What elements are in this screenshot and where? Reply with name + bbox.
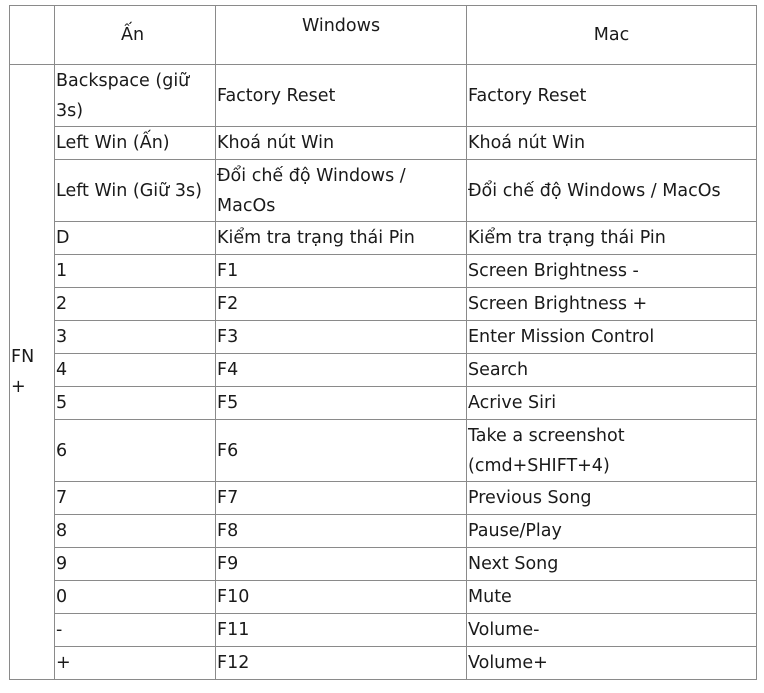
mac-cell: Kiểm tra trạng thái Pin [467,222,757,255]
windows-cell: F3 [216,321,467,354]
table-row [10,548,757,581]
fn-modifier-cell [10,65,55,680]
mac-cell: Take a screenshot (cmd+SHIFT+4) [467,420,757,482]
windows-cell: F1 [216,255,467,288]
table-row [10,647,757,680]
table-row [10,160,757,222]
key-cell: Backspace (giữ 3s) [55,65,216,127]
table-row [10,354,757,387]
windows-cell: Khoá nút Win [216,127,467,160]
table-row [10,420,757,482]
key-cell: 3 [55,321,216,354]
mac-cell: Volume+ [467,647,757,680]
windows-cell: F10 [216,581,467,614]
header-mac: Mac [467,6,757,65]
table-row [10,614,757,647]
windows-cell: F11 [216,614,467,647]
table-row [10,387,757,420]
key-cell: 8 [55,515,216,548]
mac-cell: Pause/Play [467,515,757,548]
windows-cell: F6 [216,420,467,482]
key-cell: 4 [55,354,216,387]
fn-plus-label: + [11,377,26,397]
mac-cell: Volume- [467,614,757,647]
windows-cell: F4 [216,354,467,387]
shortcut-table [9,5,757,680]
table-row [10,255,757,288]
table-row [10,321,757,354]
table-row [10,515,757,548]
header-windows: Windows [216,6,467,65]
mac-cell: Factory Reset [467,65,757,127]
windows-cell: Factory Reset [216,65,467,127]
windows-cell: F7 [216,482,467,515]
key-cell: 6 [55,420,216,482]
mac-cell: Screen Brightness + [467,288,757,321]
mac-cell: Previous Song [467,482,757,515]
key-cell: 1 [55,255,216,288]
mac-cell: Đổi chế độ Windows / MacOs [467,160,757,222]
fn-label: FN [11,347,35,367]
key-cell: + [55,647,216,680]
mac-cell: Acrive Siri [467,387,757,420]
header-press: Ấn [55,6,216,65]
key-cell: 0 [55,581,216,614]
key-cell: Left Win (Giữ 3s) [55,160,216,222]
windows-cell: Đổi chế độ Windows / MacOs [216,160,467,222]
mac-cell: Search [467,354,757,387]
windows-cell: F9 [216,548,467,581]
key-cell: 9 [55,548,216,581]
mac-cell: Next Song [467,548,757,581]
windows-cell: F2 [216,288,467,321]
key-cell: D [55,222,216,255]
mac-cell: Enter Mission Control [467,321,757,354]
table-row [10,222,757,255]
table-row [10,127,757,160]
table-row [10,581,757,614]
header-empty-cell [10,6,55,65]
key-cell: Left Win (Ấn) [55,127,216,160]
key-cell: 7 [55,482,216,515]
mac-cell: Mute [467,581,757,614]
windows-cell: F8 [216,515,467,548]
key-cell: 2 [55,288,216,321]
windows-cell: F5 [216,387,467,420]
shortcut-table-container [9,5,757,680]
table-row [10,482,757,515]
mac-cell: Screen Brightness - [467,255,757,288]
windows-cell: F12 [216,647,467,680]
key-cell: - [55,614,216,647]
header-row [10,6,757,65]
mac-cell: Khoá nút Win [467,127,757,160]
table-row [10,288,757,321]
windows-cell: Kiểm tra trạng thái Pin [216,222,467,255]
key-cell: 5 [55,387,216,420]
table-row [10,65,757,127]
